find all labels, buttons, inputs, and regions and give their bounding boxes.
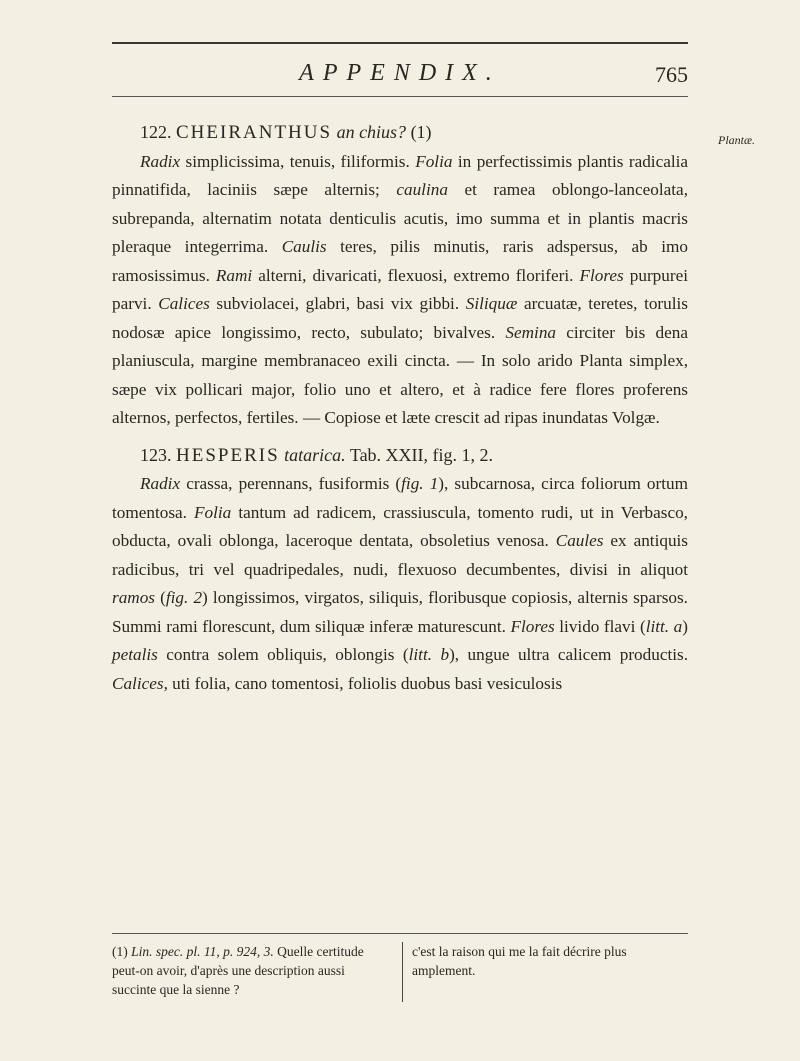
rami-text: alterni, divaricati, flexuosi, extremo floriferi.	[252, 265, 580, 285]
running-title: APPENDIX.	[299, 60, 501, 86]
main-text	[112, 118, 688, 698]
flores-label: Flores	[510, 616, 555, 636]
radix-label: Radix	[140, 474, 181, 493]
entry-123-genus: HESPERIS	[176, 444, 280, 466]
entry-122-species: an chius?	[336, 122, 407, 142]
footnote-rule	[112, 933, 688, 934]
entry-122-note-ref: (1)	[410, 122, 432, 142]
entry-122-heading	[112, 118, 688, 148]
fig-2-ref: fig. 2	[165, 588, 203, 607]
flores-text: livido flavi (	[554, 616, 646, 636]
footnote-left-column	[112, 942, 390, 999]
radix-label: Radix	[140, 151, 181, 171]
caules-text: ex antiquis radicibus, tri vel quadripedales, nudi, flexuoso decumbentes, divisi in aliquot	[112, 531, 688, 579]
rami-label: Rami	[215, 265, 253, 285]
entry-123-tab-ref: Tab. XXII, fig. 1, 2.	[349, 444, 494, 465]
radix-text-2: ), subcarnosa, circa foliorum ortum tomentosa.	[112, 474, 688, 522]
petalis-label: petalis	[112, 645, 158, 664]
footnote-ref: (1)	[112, 944, 132, 959]
radix-text: simplicissima, tenuis, filiformis.	[180, 151, 416, 171]
entry-123-species: tatarica.	[284, 444, 346, 465]
caulis-label: Caulis	[281, 237, 327, 256]
footnote-right-column: c'est la raison qui me la fait décrire plus amplement.	[412, 944, 627, 978]
folia-text: tantum ad radicem, crassiuscula, tomento rudi, ut in Verbasco, obducta, ovali oblonga, laceroque dentata, obsoletius venosa.	[112, 502, 688, 550]
siliquae-label: Siliquæ	[465, 294, 518, 313]
entry-122-number: 122.	[140, 122, 172, 142]
petalis-text: contra solem obliquis, oblongis (	[157, 645, 409, 664]
folia-label: Folia	[194, 502, 232, 522]
caulina-label: caulina	[396, 180, 448, 199]
header-top-rule	[112, 42, 688, 44]
caules-label: Caules	[555, 531, 604, 550]
entry-122-description	[112, 148, 688, 433]
petalis-text-2: ), ungue ultra calicem productis.	[449, 645, 689, 664]
entry-123-heading	[112, 441, 688, 471]
flores-label: Flores	[579, 265, 624, 285]
ramos-open: (	[154, 588, 166, 607]
caulis-text: teres, pilis minutis, raris adspersus, ab imo ramosissimus.	[112, 237, 688, 285]
entry-122-genus: CHEIRANTHUS	[176, 122, 333, 143]
entry-123-number: 123.	[140, 444, 172, 465]
header-rule	[112, 96, 688, 97]
caulina-text: et ramea oblongo-lanceolata, subrepanda, alternatim notata denticulis acutis, imo summa et in plantis macris pleraque integerrima.	[112, 180, 688, 256]
litt-b-ref: litt. b	[408, 645, 450, 664]
flores-text-2: )	[682, 616, 688, 636]
folia-label: Folia	[415, 151, 453, 171]
siliquae-text: arcuatæ, teretes, torulis nodosæ apice longissimo, recto, subulato; bivalves.	[112, 294, 688, 342]
calices-label: Calices	[112, 673, 164, 693]
semina-label: Semina	[505, 322, 557, 342]
calices-label: Calices	[158, 294, 210, 313]
semina-text: circiter bis dena planiuscula, margine membranaceo exili cincta. — In solo arido Planta simplex, sæpe vix pollicari major, folio uno et altero, et à radice fere flores proferens alternos, perfectos, fertiles. — Copiose et læte crescit ad ripas inundatas Volgæ.	[112, 322, 688, 427]
footnote-column-divider	[402, 942, 403, 1002]
margin-note: Plantæ.	[718, 133, 756, 147]
footnote-citation: Lin. spec. pl. 11, p. 924, 3.	[131, 944, 274, 959]
calices-text: , uti folia, cano tomentosi, foliolis duobus basi vesiculosis	[163, 673, 563, 693]
litt-a-ref: litt. a	[645, 616, 683, 636]
footnote-left-text: Quelle certitude peut-on avoir, d'après une description aussi succinte que la sienne ?	[112, 944, 364, 997]
flores-text: purpurei parvi.	[112, 265, 688, 313]
entry-123-description	[112, 470, 688, 698]
folia-text: in perfectissimis plantis radicalia pinnatifida, laciniis sæpe alternis;	[112, 151, 688, 199]
calices-text: subviolacei, glabri, basi vix gibbi.	[209, 294, 466, 313]
fig-1-ref: fig. 1	[401, 474, 439, 493]
ramos-label: ramos	[112, 588, 155, 607]
ramos-text: ) longissimos, virgatos, siliquis, floribusque copiosis, alternis sparsos. Summi rami florescunt, dum siliquæ inferæ maturescunt.	[112, 588, 688, 636]
page-number: 765	[655, 62, 688, 87]
running-header	[112, 60, 688, 90]
radix-text: crassa, perennans, fusiformis (	[180, 474, 402, 493]
